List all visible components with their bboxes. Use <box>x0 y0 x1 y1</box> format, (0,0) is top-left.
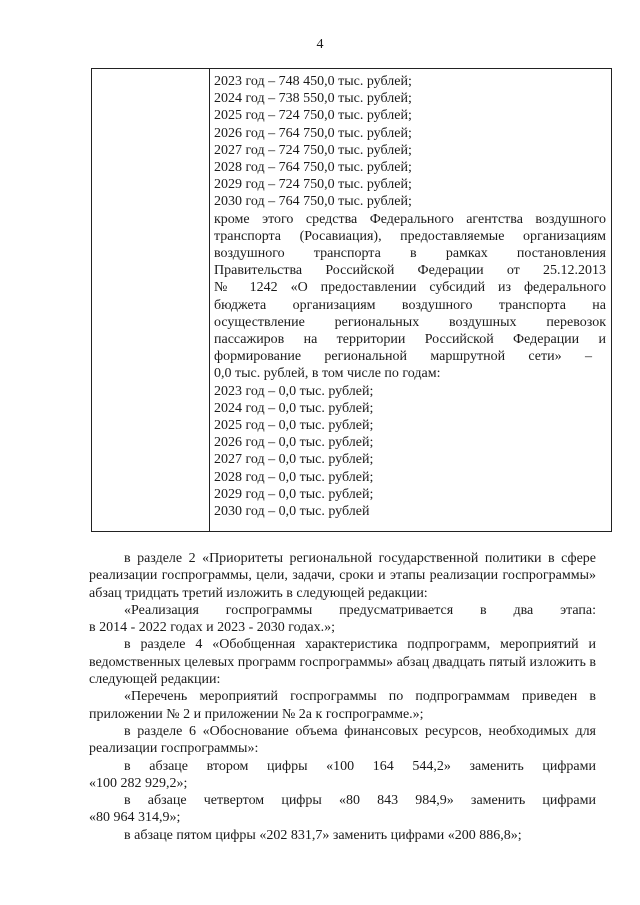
year-line: 2026 год – 764 750,0 тыс. рублей; <box>214 125 412 141</box>
year-line: 2027 год – 724 750,0 тыс. рублей; <box>214 142 412 158</box>
year-line: 2029 год – 0,0 тыс. рублей; <box>214 486 374 502</box>
paragraph-second-abzac-second: «100 282 929,2»; <box>89 775 188 791</box>
paragraph-stages-second: в 2014 - 2022 годах и 2023 - 2030 годах.»; <box>89 620 335 636</box>
paragraph-stages-first: «Реализация госпрограммы предусматривается в два этапа: <box>124 602 596 618</box>
rosaviatsia-line: Правительства Российской Федерации от 25.12.2013 <box>214 263 606 279</box>
rosaviatsia-line: формирование региональной маршрутной сети» – <box>214 349 592 365</box>
rosaviatsia-line: № 1242 «О предоставлении субсидий из федерального <box>214 280 606 296</box>
year-line: 2026 год – 0,0 тыс. рублей; <box>214 435 374 451</box>
funding-cell <box>214 73 606 520</box>
year-line: 2025 год – 0,0 тыс. рублей; <box>214 418 374 434</box>
rosaviatsia-line: кроме этого средства Федерального агентства воздушного <box>214 211 606 227</box>
year-line: 2027 год – 0,0 тыс. рублей; <box>214 452 374 468</box>
page-number: 4 <box>316 37 324 52</box>
year-line: 2024 год – 738 550,0 тыс. рублей; <box>214 91 412 107</box>
paragraph-measures-list: «Перечень мероприятий госпрограммы по подпрограммам приведен в приложении № 2 и приложении № 2а к госпрограмме.»; <box>89 689 596 722</box>
total-line: 0,0 тыс. рублей, в том числе по годам: <box>214 366 441 382</box>
table-column-divider <box>209 69 210 531</box>
year-line: 2023 год – 0,0 тыс. рублей; <box>214 383 374 399</box>
rosaviatsia-line: транспорта (Росавиация), предоставляемые организациям <box>214 228 606 244</box>
year-line: 2023 год – 748 450,0 тыс. рублей; <box>214 74 412 89</box>
rosaviatsia-line: воздушного транспорта в рамках постановления <box>214 246 606 262</box>
paragraph-section-2: в разделе 2 «Приоритеты региональной государственной политики в сфере реализации госпрограммы, цели, задачи, сроки и этапы реализации госпрограммы» абзац тридцать третий изложить в следующей редакции: <box>89 551 596 601</box>
paragraph-second-abzac-first: в абзаце втором цифры «100 164 544,2» заменить цифрами <box>124 758 596 774</box>
year-line: 2030 год – 764 750,0 тыс. рублей; <box>214 194 412 210</box>
rosaviatsia-line: осуществление региональных воздушных перевозок <box>214 314 606 330</box>
rosaviatsia-line: пассажиров на территории Российской Федерации и <box>214 332 606 348</box>
year-line: 2025 год – 724 750,0 тыс. рублей; <box>214 108 412 124</box>
paragraph-fifth-abzac: в абзаце пятом цифры «202 831,7» заменить цифрами «200 886,8»; <box>124 827 522 843</box>
paragraph-fourth-abzac-first: в абзаце четвертом цифры «80 843 984,9» заменить цифрами <box>124 793 596 809</box>
funding-table <box>91 68 612 532</box>
paragraph-fourth-abzac-second: «80 964 314,9»; <box>89 810 181 826</box>
year-line: 2030 год – 0,0 тыс. рублей <box>214 504 370 520</box>
rosaviatsia-line: бюджета организациям воздушного транспорта на <box>214 297 606 313</box>
year-line: 2028 год – 0,0 тыс. рублей; <box>214 469 374 485</box>
year-line: 2024 год – 0,0 тыс. рублей; <box>214 400 374 416</box>
paragraph-section-4: в разделе 4 «Обобщенная характеристика подпрограмм, мероприятий и ведомственных целевых программ госпрограммы» абзац двадцать пятый изложить в следующей редакции: <box>89 637 596 688</box>
year-line: 2028 год – 764 750,0 тыс. рублей; <box>214 160 412 176</box>
paragraph-section-6: в разделе 6 «Обоснование объема финансовых ресурсов, необходимых для реализации госпрограммы»: <box>89 723 596 757</box>
year-line: 2029 год – 724 750,0 тыс. рублей; <box>214 177 412 193</box>
document-body <box>89 550 596 844</box>
